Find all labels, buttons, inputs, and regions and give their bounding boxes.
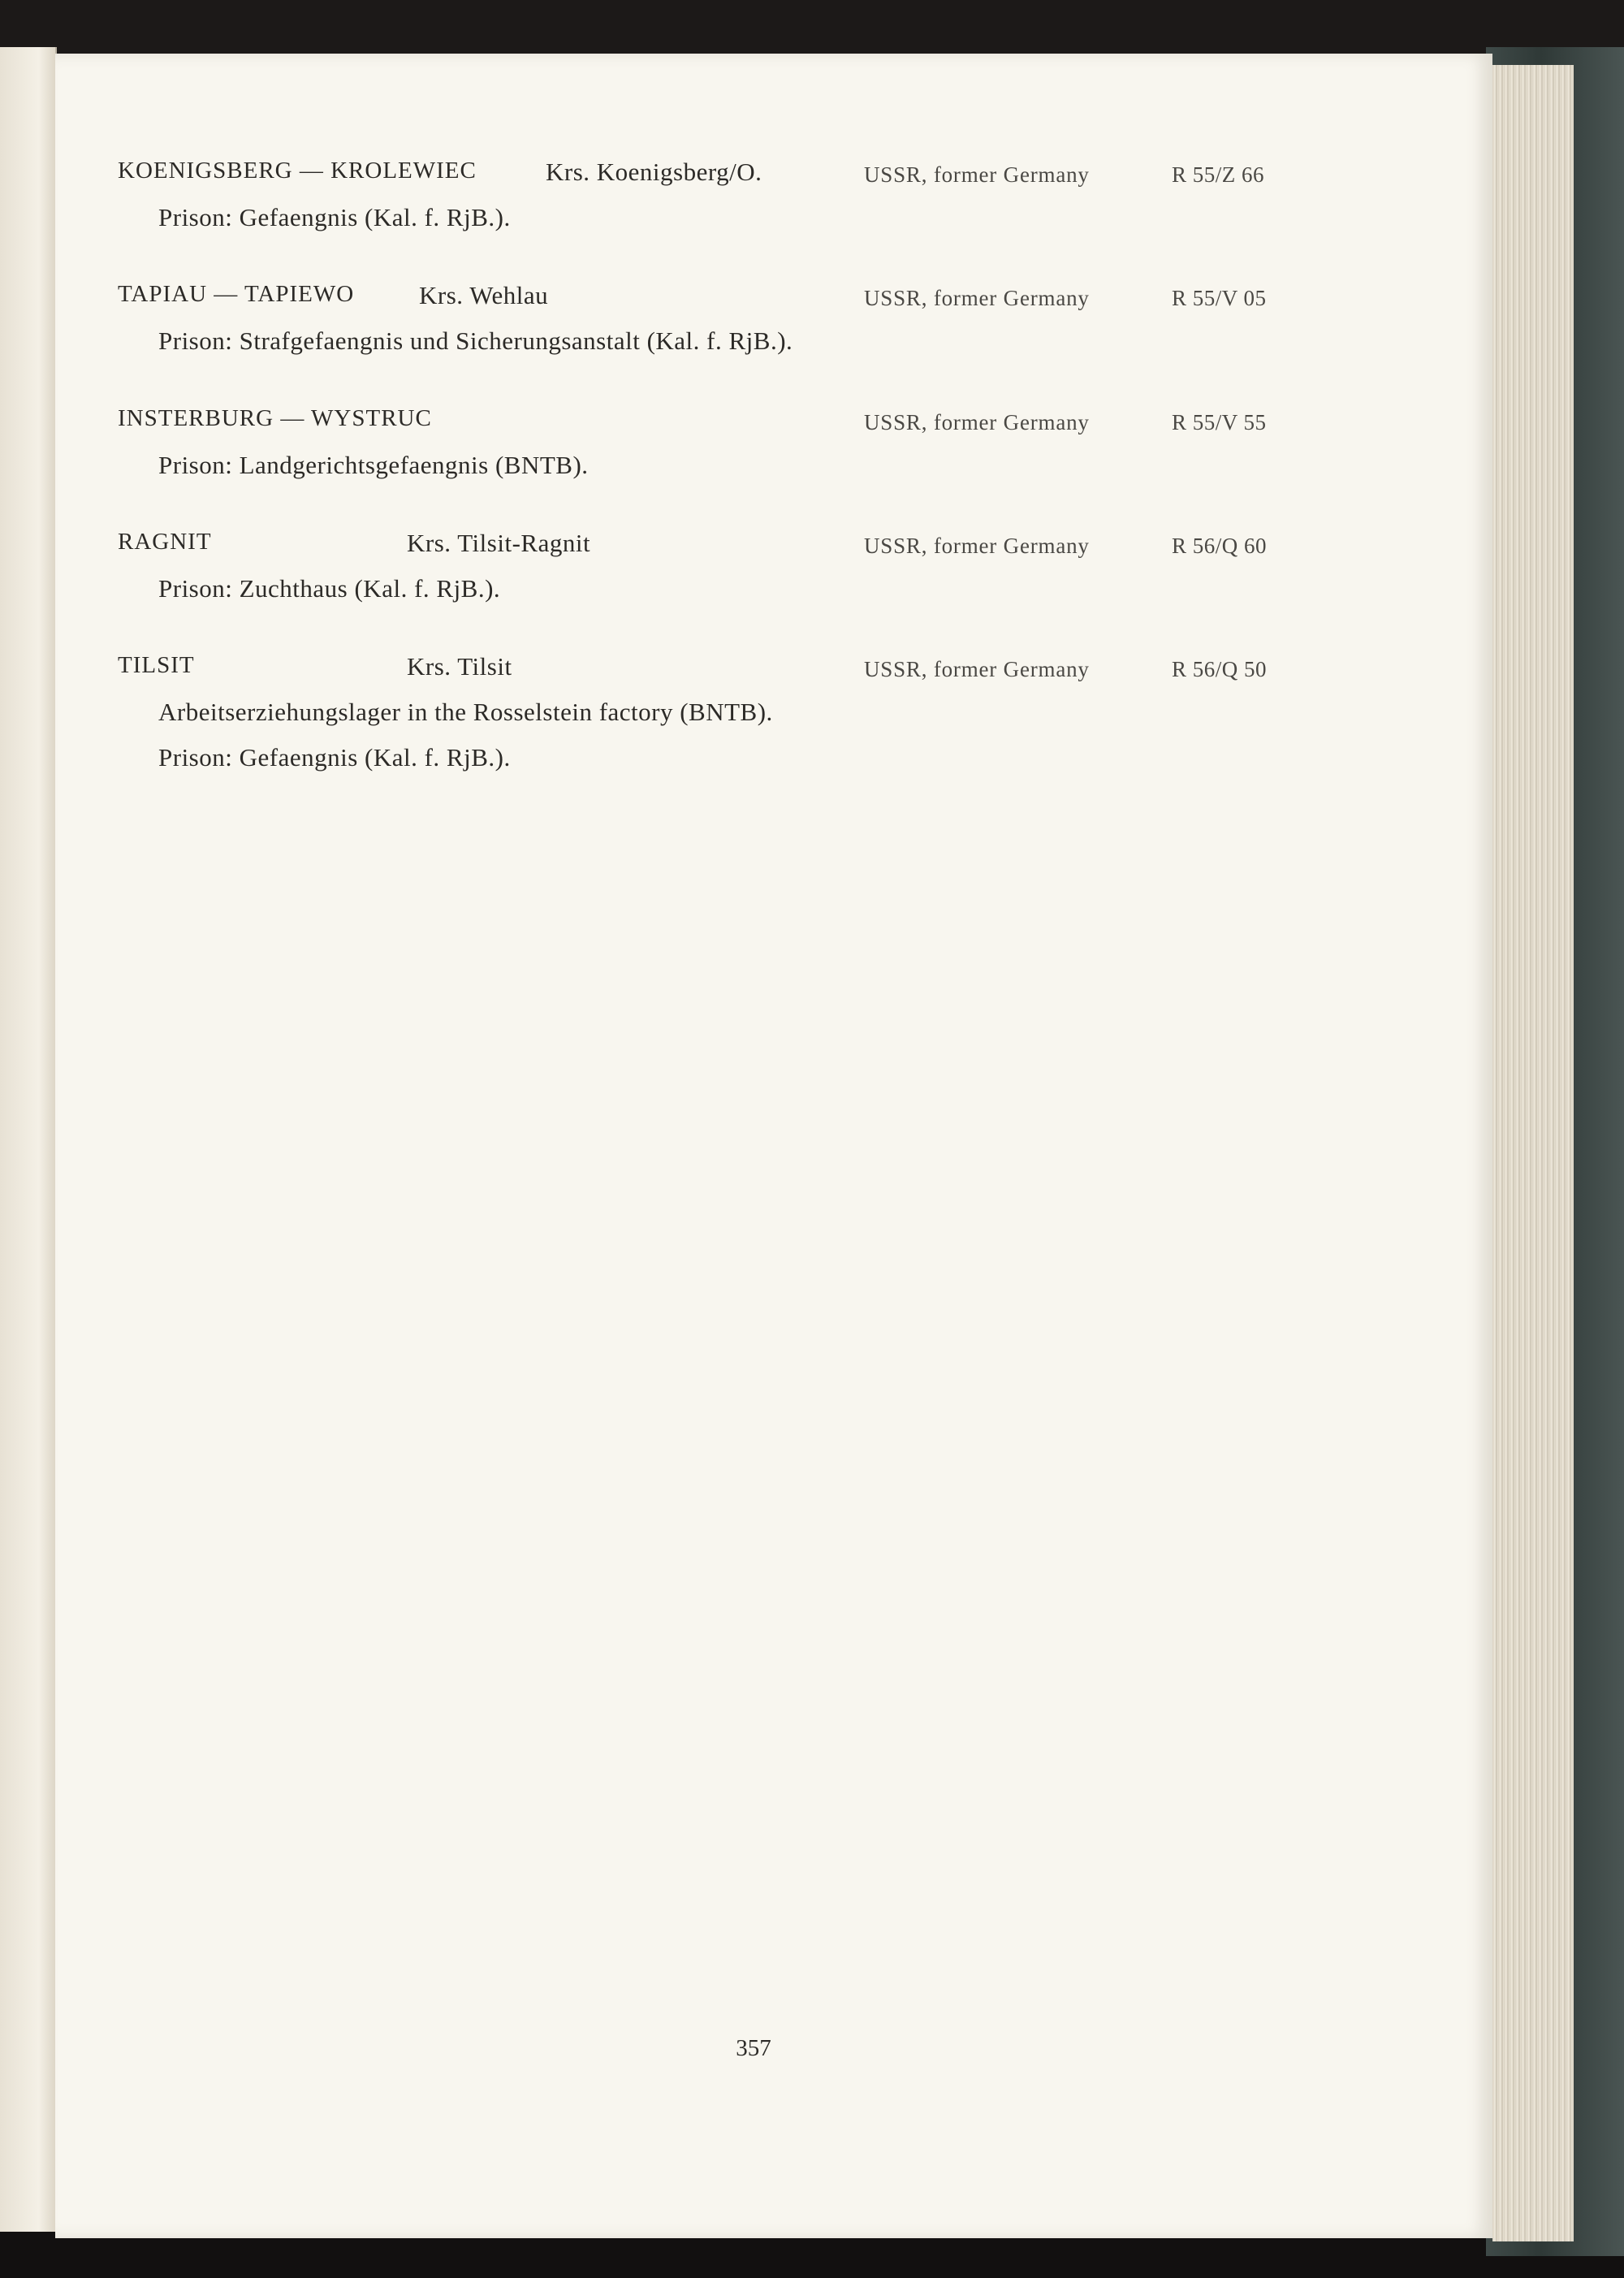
- place-name: TILSIT: [118, 652, 195, 678]
- entry-insterburg: [55, 405, 1492, 496]
- entry-detail: [55, 574, 1492, 620]
- district: Krs. Tilsit: [407, 652, 512, 681]
- detail-text: Prison: Landgerichtsgefaengnis (BNTB).: [158, 451, 589, 479]
- entry-tapiau: [55, 281, 1492, 372]
- entry-header: [55, 529, 1492, 574]
- detail-text: Prison: Strafgefaengnis und Sicherungsanstalt (Kal. f. RjB.).: [158, 326, 793, 355]
- country: USSR, former Germany: [864, 657, 1090, 681]
- detail-text: Prison: Gefaengnis (Kal. f. RjB.).: [158, 203, 511, 231]
- page-number: 357: [736, 2035, 771, 2061]
- map-reference: R 55/V 55: [1172, 410, 1267, 434]
- map-reference: R 55/V 05: [1172, 286, 1267, 310]
- district: Krs. Wehlau: [419, 281, 549, 309]
- map-reference: R 56/Q 60: [1172, 534, 1268, 558]
- country: USSR, former Germany: [864, 286, 1090, 310]
- entry-detail: [55, 451, 1492, 496]
- entry-detail: [55, 743, 1492, 789]
- entry-koenigsberg: [55, 158, 1492, 249]
- place-name: TAPIAU — TAPIEWO: [118, 281, 355, 307]
- entry-detail: [55, 203, 1492, 249]
- entry-header: [55, 652, 1492, 698]
- detail-text: Prison: Gefaengnis (Kal. f. RjB.).: [158, 743, 511, 772]
- entry-detail: [55, 326, 1492, 372]
- entry-ragnit: [55, 529, 1492, 620]
- country: USSR, former Germany: [864, 534, 1090, 558]
- place-name: INSTERBURG — WYSTRUC: [118, 405, 432, 431]
- country: USSR, former Germany: [864, 162, 1090, 187]
- entry-header: [55, 281, 1492, 326]
- book-page: [55, 54, 1492, 2238]
- map-reference: R 55/Z 66: [1172, 162, 1265, 187]
- entry-tilsit: [55, 652, 1492, 789]
- country: USSR, former Germany: [864, 410, 1090, 434]
- place-name: KOENIGSBERG — KROLEWIEC: [118, 158, 477, 184]
- district: Krs. Koenigsberg/O.: [546, 158, 762, 186]
- place-name: RAGNIT: [118, 529, 212, 555]
- district: Krs. Tilsit-Ragnit: [407, 529, 591, 557]
- entry-header: [55, 405, 1492, 451]
- page-block-edges: [1492, 65, 1574, 2241]
- entry-detail: [55, 698, 1492, 743]
- detail-text: Arbeitserziehungslager in the Rosselstein factory (BNTB).: [158, 698, 773, 726]
- map-reference: R 56/Q 50: [1172, 657, 1268, 681]
- detail-text: Prison: Zuchthaus (Kal. f. RjB.).: [158, 574, 501, 603]
- facing-page-edge: [0, 47, 57, 2232]
- entry-header: [55, 158, 1492, 203]
